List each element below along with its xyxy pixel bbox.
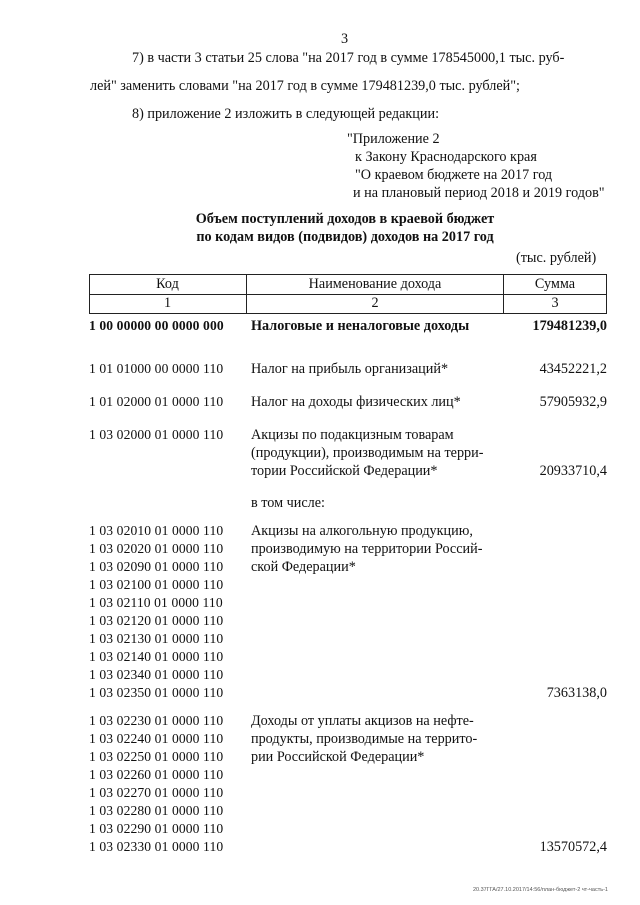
row-code: 1 03 02280 01 0000 110 <box>89 803 224 818</box>
row-code: 1 03 02010 01 0000 110 <box>89 523 224 538</box>
title-line2: по кодам видов (подвидов) доходов на 2017 год <box>196 229 494 245</box>
row-name-line1: Доходы от уплаты акцизов на нефте- <box>251 713 474 729</box>
header-name: Наименование дохода <box>308 276 442 292</box>
row-amount: 20933710,4 <box>539 463 607 479</box>
row-name: Налог на прибыль организаций* <box>251 361 449 377</box>
appendix-line4: и на плановый период 2018 и 2019 годов" <box>353 185 605 201</box>
header-code: Код <box>156 276 179 292</box>
header-amount: Сумма <box>534 276 576 292</box>
colnum-2: 2 <box>371 295 379 311</box>
row-name: Налог на доходы физических лиц* <box>251 394 461 410</box>
row-code: 1 00 00000 00 0000 000 <box>89 318 224 333</box>
colnum-1: 1 <box>163 295 172 311</box>
row-amount: 7363138,0 <box>546 685 607 701</box>
appendix-line3: "О краевом бюджете на 2017 год <box>355 167 553 183</box>
row-amount: 43452221,2 <box>539 361 607 377</box>
row-code: 1 03 02130 01 0000 110 <box>89 631 224 646</box>
page-number: 3 <box>341 31 349 47</box>
row-name: Налоговые и неналоговые доходы <box>251 318 470 334</box>
footer-filename: 20.37ГГА/27.10.2017/14:56/план-бюджет-2 чт-часть-1 <box>472 887 608 893</box>
row-code: 1 03 02330 01 0000 110 <box>89 839 224 854</box>
row-name-line3: тории Российской Федерации* <box>251 463 438 479</box>
row-code: 1 03 02290 01 0000 110 <box>89 821 224 836</box>
row-name-line3: ской Федерации* <box>251 559 356 575</box>
row-code: 1 03 02260 01 0000 110 <box>89 767 224 782</box>
row-code: 1 03 02230 01 0000 110 <box>89 713 224 728</box>
row-name-line2: производимую на территории Россий- <box>251 541 483 557</box>
item7-line2: лей" заменить словами "на 2017 год в сумме 179481239,0 тыс. рублей"; <box>90 78 520 94</box>
row-name-line2: продукты, производимые на террито- <box>251 731 478 747</box>
row-name-line1: Акцизы по подакцизным товарам <box>251 427 454 443</box>
including-label: в том числе: <box>251 495 325 511</box>
row-code: 1 03 02270 01 0000 110 <box>89 785 224 800</box>
row-name-line2: (продукции), производимым на терри- <box>251 445 484 461</box>
row-code: 1 01 01000 00 0000 110 <box>89 361 224 376</box>
row-code: 1 03 02110 01 0000 110 <box>89 595 223 610</box>
row-code: 1 03 02090 01 0000 110 <box>89 559 224 574</box>
row-code: 1 03 02000 01 0000 110 <box>89 427 224 442</box>
row-code: 1 03 02240 01 0000 110 <box>89 731 224 746</box>
row-name-line1: Акцизы на алкогольную продукцию, <box>251 523 473 539</box>
row-code: 1 03 02350 01 0000 110 <box>89 685 224 700</box>
item8: 8) приложение 2 изложить в следующей редакции: <box>132 106 440 122</box>
row-amount: 179481239,0 <box>532 318 607 334</box>
row-amount: 13570572,4 <box>539 839 607 855</box>
units-label: (тыс. рублей) <box>516 250 597 266</box>
row-name-line3: рии Российской Федерации* <box>251 749 425 765</box>
appendix-line1: "Приложение 2 <box>347 131 440 147</box>
colnum-3: 3 <box>551 295 559 311</box>
row-code: 1 03 02100 01 0000 110 <box>89 577 224 592</box>
row-code: 1 03 02250 01 0000 110 <box>89 749 224 764</box>
appendix-line2: к Закону Краснодарского края <box>355 149 537 165</box>
row-code: 1 01 02000 01 0000 110 <box>89 394 224 409</box>
row-amount: 57905932,9 <box>539 394 607 410</box>
item7-line1: 7) в части 3 статьи 25 слова "на 2017 год в сумме 178545000,1 тыс. руб- <box>132 50 565 66</box>
row-code: 1 03 02140 01 0000 110 <box>89 649 224 664</box>
row-code: 1 03 02340 01 0000 110 <box>89 667 224 682</box>
row-code: 1 03 02120 01 0000 110 <box>89 613 224 628</box>
row-code: 1 03 02020 01 0000 110 <box>89 541 224 556</box>
title-line1: Объем поступлений доходов в краевой бюджет <box>195 211 495 227</box>
